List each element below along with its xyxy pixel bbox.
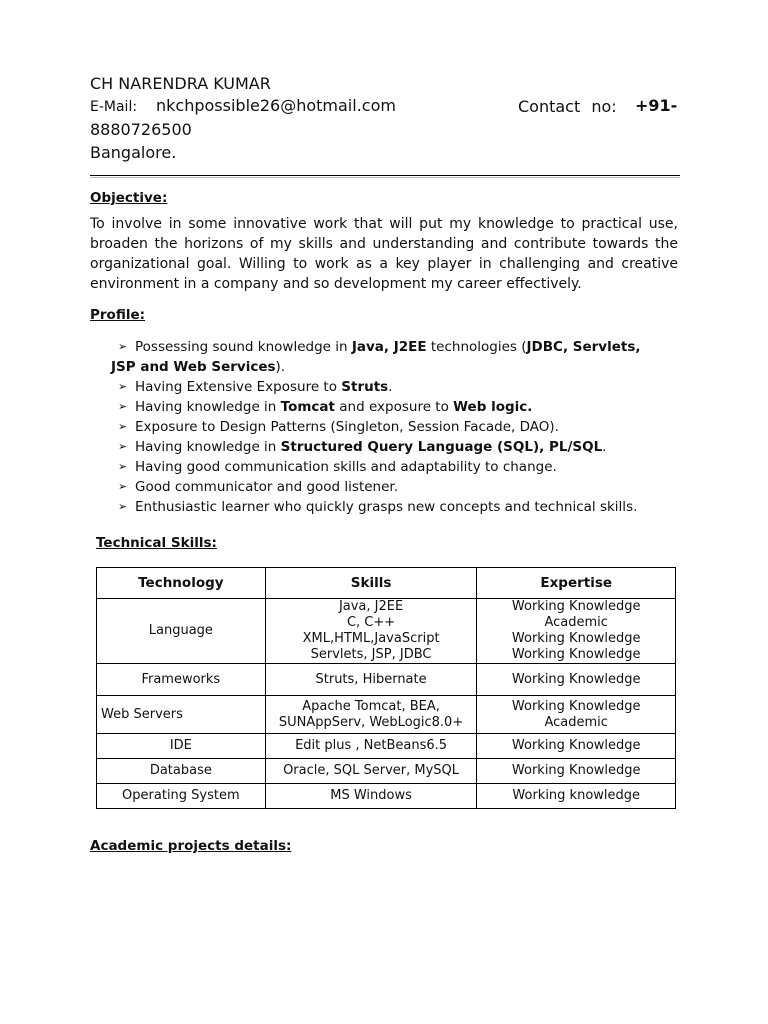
expertise-cell	[477, 599, 676, 664]
profile-emphasis: Struts	[341, 379, 389, 395]
cell-line: Academic	[544, 615, 608, 630]
phone-number: 8880726500	[90, 120, 192, 139]
cell-line: Struts, Hibernate	[315, 671, 427, 687]
academic-projects-heading: Academic projects details:	[90, 838, 292, 854]
cell-line: XML,HTML,JavaScript	[302, 631, 440, 646]
candidate-name: CH NARENDRA KUMAR	[90, 74, 271, 93]
profile-text: and exposure to	[334, 399, 454, 415]
cell-line: Working Knowledge	[511, 671, 641, 687]
expertise-cell	[477, 784, 676, 809]
profile-heading: Profile:	[90, 307, 146, 323]
profile-text: Good communicator and good listener.	[135, 479, 399, 495]
skills-cell	[265, 759, 477, 784]
profile-item	[90, 477, 680, 497]
technology-cell: IDE	[97, 734, 266, 759]
arrow-bullet-icon: ➢	[118, 480, 128, 493]
cell-line: Java, J2EE	[338, 599, 404, 614]
arrow-bullet-icon: ➢	[118, 400, 128, 413]
skills-cell	[265, 664, 477, 696]
cell-line: Academic	[544, 714, 608, 730]
cell-line: Working Knowledge	[511, 599, 641, 614]
table-header-row	[97, 568, 676, 599]
profile-item-continuation	[111, 357, 680, 377]
arrow-bullet-icon: ➢	[118, 440, 128, 453]
table-row	[97, 759, 676, 784]
table-row	[97, 784, 676, 809]
header-divider	[90, 175, 680, 176]
profile-emphasis: JDBC, Servlets,	[526, 339, 641, 355]
arrow-bullet-icon: ➢	[118, 380, 128, 393]
arrow-bullet-icon: ➢	[118, 420, 128, 433]
city: Bangalore.	[90, 143, 177, 162]
profile-text: Enthusiastic learner who quickly grasps new concepts and technical skills.	[135, 499, 638, 515]
header-divider-shadow	[90, 177, 680, 178]
email-address: nkchpossible26@hotmail.com	[156, 96, 396, 115]
profile-item	[90, 377, 680, 397]
profile-emphasis: JSP and Web Services	[111, 359, 276, 375]
expertise-cell	[477, 759, 676, 784]
profile-text: technologies (	[426, 339, 527, 355]
table-row	[97, 599, 676, 664]
profile-text: Having knowledge in	[135, 439, 281, 455]
column-header-skills: Skills	[265, 568, 477, 599]
contact-row	[90, 96, 680, 120]
profile-list	[90, 337, 680, 517]
profile-item	[90, 437, 680, 457]
profile-text: Having good communication skills and adaptability to change.	[135, 459, 557, 475]
cell-line: Working Knowledge	[511, 647, 641, 662]
contact-label: Contact no:	[518, 97, 617, 116]
objective-heading: Objective:	[90, 190, 168, 206]
profile-item	[90, 457, 680, 477]
cell-line: Apache Tomcat, BEA,	[302, 698, 440, 714]
cell-line: Working Knowledge	[511, 763, 641, 778]
technology-cell: Database	[97, 759, 266, 784]
arrow-bullet-icon: ➢	[118, 500, 128, 513]
expertise-cell	[477, 734, 676, 759]
profile-emphasis: Tomcat	[280, 399, 335, 415]
skills-cell	[265, 734, 477, 759]
cell-line: Working Knowledge	[511, 631, 641, 646]
skills-cell	[265, 784, 477, 809]
profile-item	[90, 397, 680, 417]
technology-cell: Web Servers	[97, 696, 266, 734]
cell-line: MS Windows	[330, 788, 412, 803]
technical-skills-heading: Technical Skills:	[96, 535, 217, 551]
technical-skills-table	[96, 567, 676, 809]
technology-cell: Frameworks	[97, 664, 266, 696]
expertise-cell	[477, 664, 676, 696]
cell-line: Servlets, JSP, JDBC	[310, 647, 432, 662]
technology-cell: Operating System	[97, 784, 266, 809]
profile-text: .	[388, 379, 393, 395]
skills-cell	[265, 599, 477, 664]
column-header-expertise: Expertise	[477, 568, 676, 599]
contact-prefix: +91-	[635, 96, 678, 115]
objective-text: To involve in some innovative work that will put my knowledge to practical use, broaden the horizons of my skills and understanding and contribute towards the organizational goal. Willing to work as a key player in challenging and creative environment in a company and so development my career effectively.	[90, 216, 678, 292]
email-label: E-Mail:	[90, 99, 138, 115]
cell-line: Working Knowledge	[511, 738, 641, 753]
expertise-cell	[477, 696, 676, 734]
profile-text: Exposure to Design Patterns (Singleton, Session Facade, DAO).	[135, 419, 559, 435]
cell-line: C, C++	[346, 615, 396, 630]
table-row	[97, 734, 676, 759]
profile-item	[90, 337, 680, 377]
profile-text: Possessing sound knowledge in	[135, 339, 352, 355]
cell-line: Oracle, SQL Server, MySQL	[283, 763, 460, 778]
profile-emphasis: Web logic.	[453, 399, 533, 415]
skills-cell	[265, 696, 477, 734]
cell-line: Working knowledge	[512, 788, 641, 803]
profile-emphasis: Structured Query Language (SQL), PL/SQL	[280, 439, 603, 455]
cell-line: Working Knowledge	[511, 698, 641, 714]
cell-line: Edit plus , NetBeans6.5	[295, 738, 448, 753]
table-row	[97, 696, 676, 734]
profile-text: Having Extensive Exposure to	[135, 379, 342, 395]
arrow-bullet-icon: ➢	[118, 340, 128, 353]
profile-item	[90, 497, 680, 517]
profile-text: .	[602, 439, 607, 455]
profile-text: Having knowledge in	[135, 399, 281, 415]
profile-item	[90, 417, 680, 437]
table-row	[97, 664, 676, 696]
arrow-bullet-icon: ➢	[118, 460, 128, 473]
technology-cell: Language	[97, 599, 266, 664]
column-header-technology: Technology	[97, 568, 266, 599]
profile-text: ).	[275, 359, 286, 375]
cell-line: SUNAppServ, WebLogic8.0+	[278, 714, 464, 730]
profile-emphasis: Java, J2EE	[351, 339, 427, 355]
